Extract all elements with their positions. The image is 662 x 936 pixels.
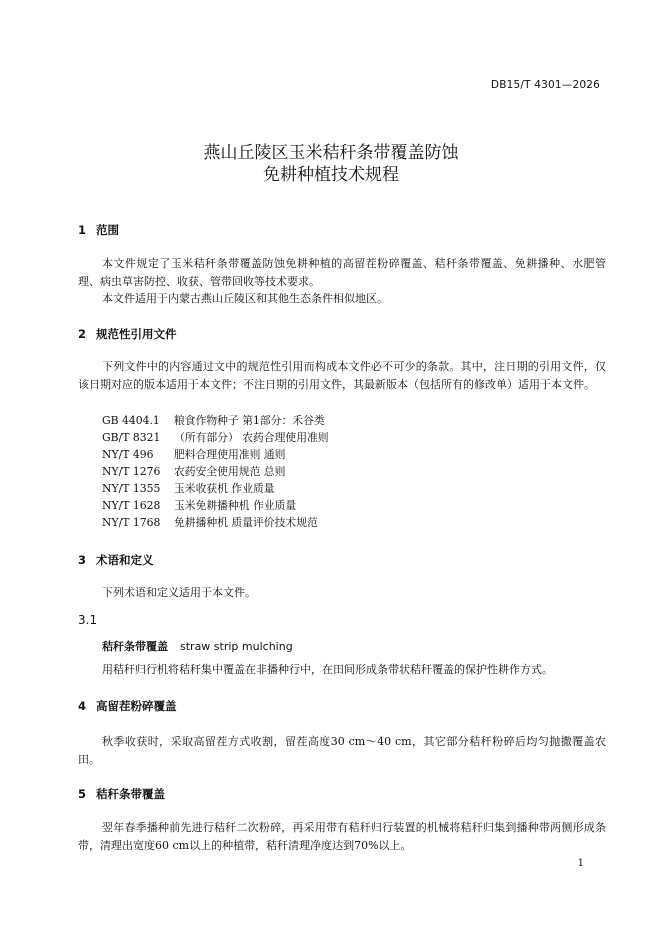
reference-title: （所有部分） 农药合理使用准则 [174, 431, 329, 444]
section-5-paragraph: 翌年春季播种前先进行秸秆二次粉碎，再采用带有秸秆归行装置的机械将秸秆归集到播种带两侧形成条带，清理出宽度60 cm以上的种植带，秸秆清理净度达到70%以上。 [78, 821, 606, 852]
document-code: DB15/T 4301—2026 [490, 79, 600, 91]
term-chinese: 秸秆条带覆盖 [102, 640, 168, 653]
reference-code: NY/T 1628 [102, 499, 161, 512]
section-4-number: 4 [78, 699, 87, 713]
reference-item [102, 412, 325, 429]
reference-title: 农药安全使用规范 总则 [174, 465, 286, 478]
reference-title: 肥料合理使用准则 通则 [174, 448, 286, 461]
reference-code: NY/T 496 [102, 448, 154, 461]
section-2-title: 规范性引用文件 [96, 327, 177, 341]
section-1-heading [78, 222, 119, 238]
term-definition: 用秸秆归行机将秸秆集中覆盖在非播种行中，在田间形成条带状秸秆覆盖的保护性耕作方式。 [102, 663, 553, 676]
section-1-paragraph-1: 本文件规定了玉米秸秆条带覆盖防蚀免耕种植的高留茬粉碎覆盖、秸秆条带覆盖、免耕播种、水肥管理、病虫草害防控、收获、管带回收等技术要求。 [78, 257, 606, 288]
document-title-line-1: 燕山丘陵区玉米秸秆条带覆盖防蚀 [203, 143, 459, 163]
reference-item [102, 463, 285, 480]
page-number: 1 [577, 858, 584, 869]
section-1-paragraph-2: 本文件适用于内蒙古燕山丘陵区和其他生态条件相似地区。 [102, 292, 388, 305]
reference-code: NY/T 1276 [102, 465, 161, 478]
section-5-number: 5 [78, 787, 87, 801]
section-1-number: 1 [78, 223, 87, 237]
reference-code: GB 4404.1 [102, 414, 160, 427]
reference-title: 玉米免耕播种机 作业质量 [174, 499, 297, 512]
section-5-heading [78, 786, 165, 802]
term-english: straw strip mulching [180, 640, 293, 653]
term-entry [102, 638, 293, 654]
reference-item [102, 514, 318, 531]
reference-title: 玉米收获机 作业质量 [174, 482, 275, 495]
reference-title: 粮食作物种子 第1部分：禾谷类 [174, 414, 325, 427]
section-2-intro: 下列文件中的内容通过文中的规范性引用而构成本文件必不可少的条款。其中，注日期的引用文件，仅该日期对应的版本适用于本文件；不注日期的引用文件，其最新版本（包括所有的修改单）适用于本文件。 [78, 360, 606, 391]
clause-3-1-number: 3.1 [78, 613, 98, 627]
section-4-title: 高留茬粉碎覆盖 [96, 699, 177, 713]
reference-title: 免耕播种机 质量评价技术规范 [174, 516, 318, 529]
section-3-intro: 下列术语和定义适用于本文件。 [102, 586, 256, 599]
reference-item [102, 480, 275, 497]
section-3-title: 术语和定义 [96, 553, 154, 567]
section-5-title: 秸秆条带覆盖 [96, 787, 165, 801]
reference-code: GB/T 8321 [102, 431, 161, 444]
section-1-title: 范围 [96, 223, 119, 237]
section-3-number: 3 [78, 553, 87, 567]
reference-item [102, 497, 296, 514]
reference-code: NY/T 1355 [102, 482, 161, 495]
section-4-paragraph: 秋季收获时，采取高留茬方式收割，留茬高度30 cm～40 cm，其它部分秸秆粉碎后均匀抛撒覆盖农田。 [78, 735, 606, 766]
section-3-heading [78, 552, 154, 568]
document-title-line-2: 免耕种植技术规程 [263, 165, 399, 185]
section-2-heading [78, 326, 177, 342]
section-2-number: 2 [78, 327, 87, 341]
reference-code: NY/T 1768 [102, 516, 161, 529]
section-4-heading [78, 698, 177, 714]
reference-item [102, 429, 329, 446]
reference-item [102, 446, 285, 463]
